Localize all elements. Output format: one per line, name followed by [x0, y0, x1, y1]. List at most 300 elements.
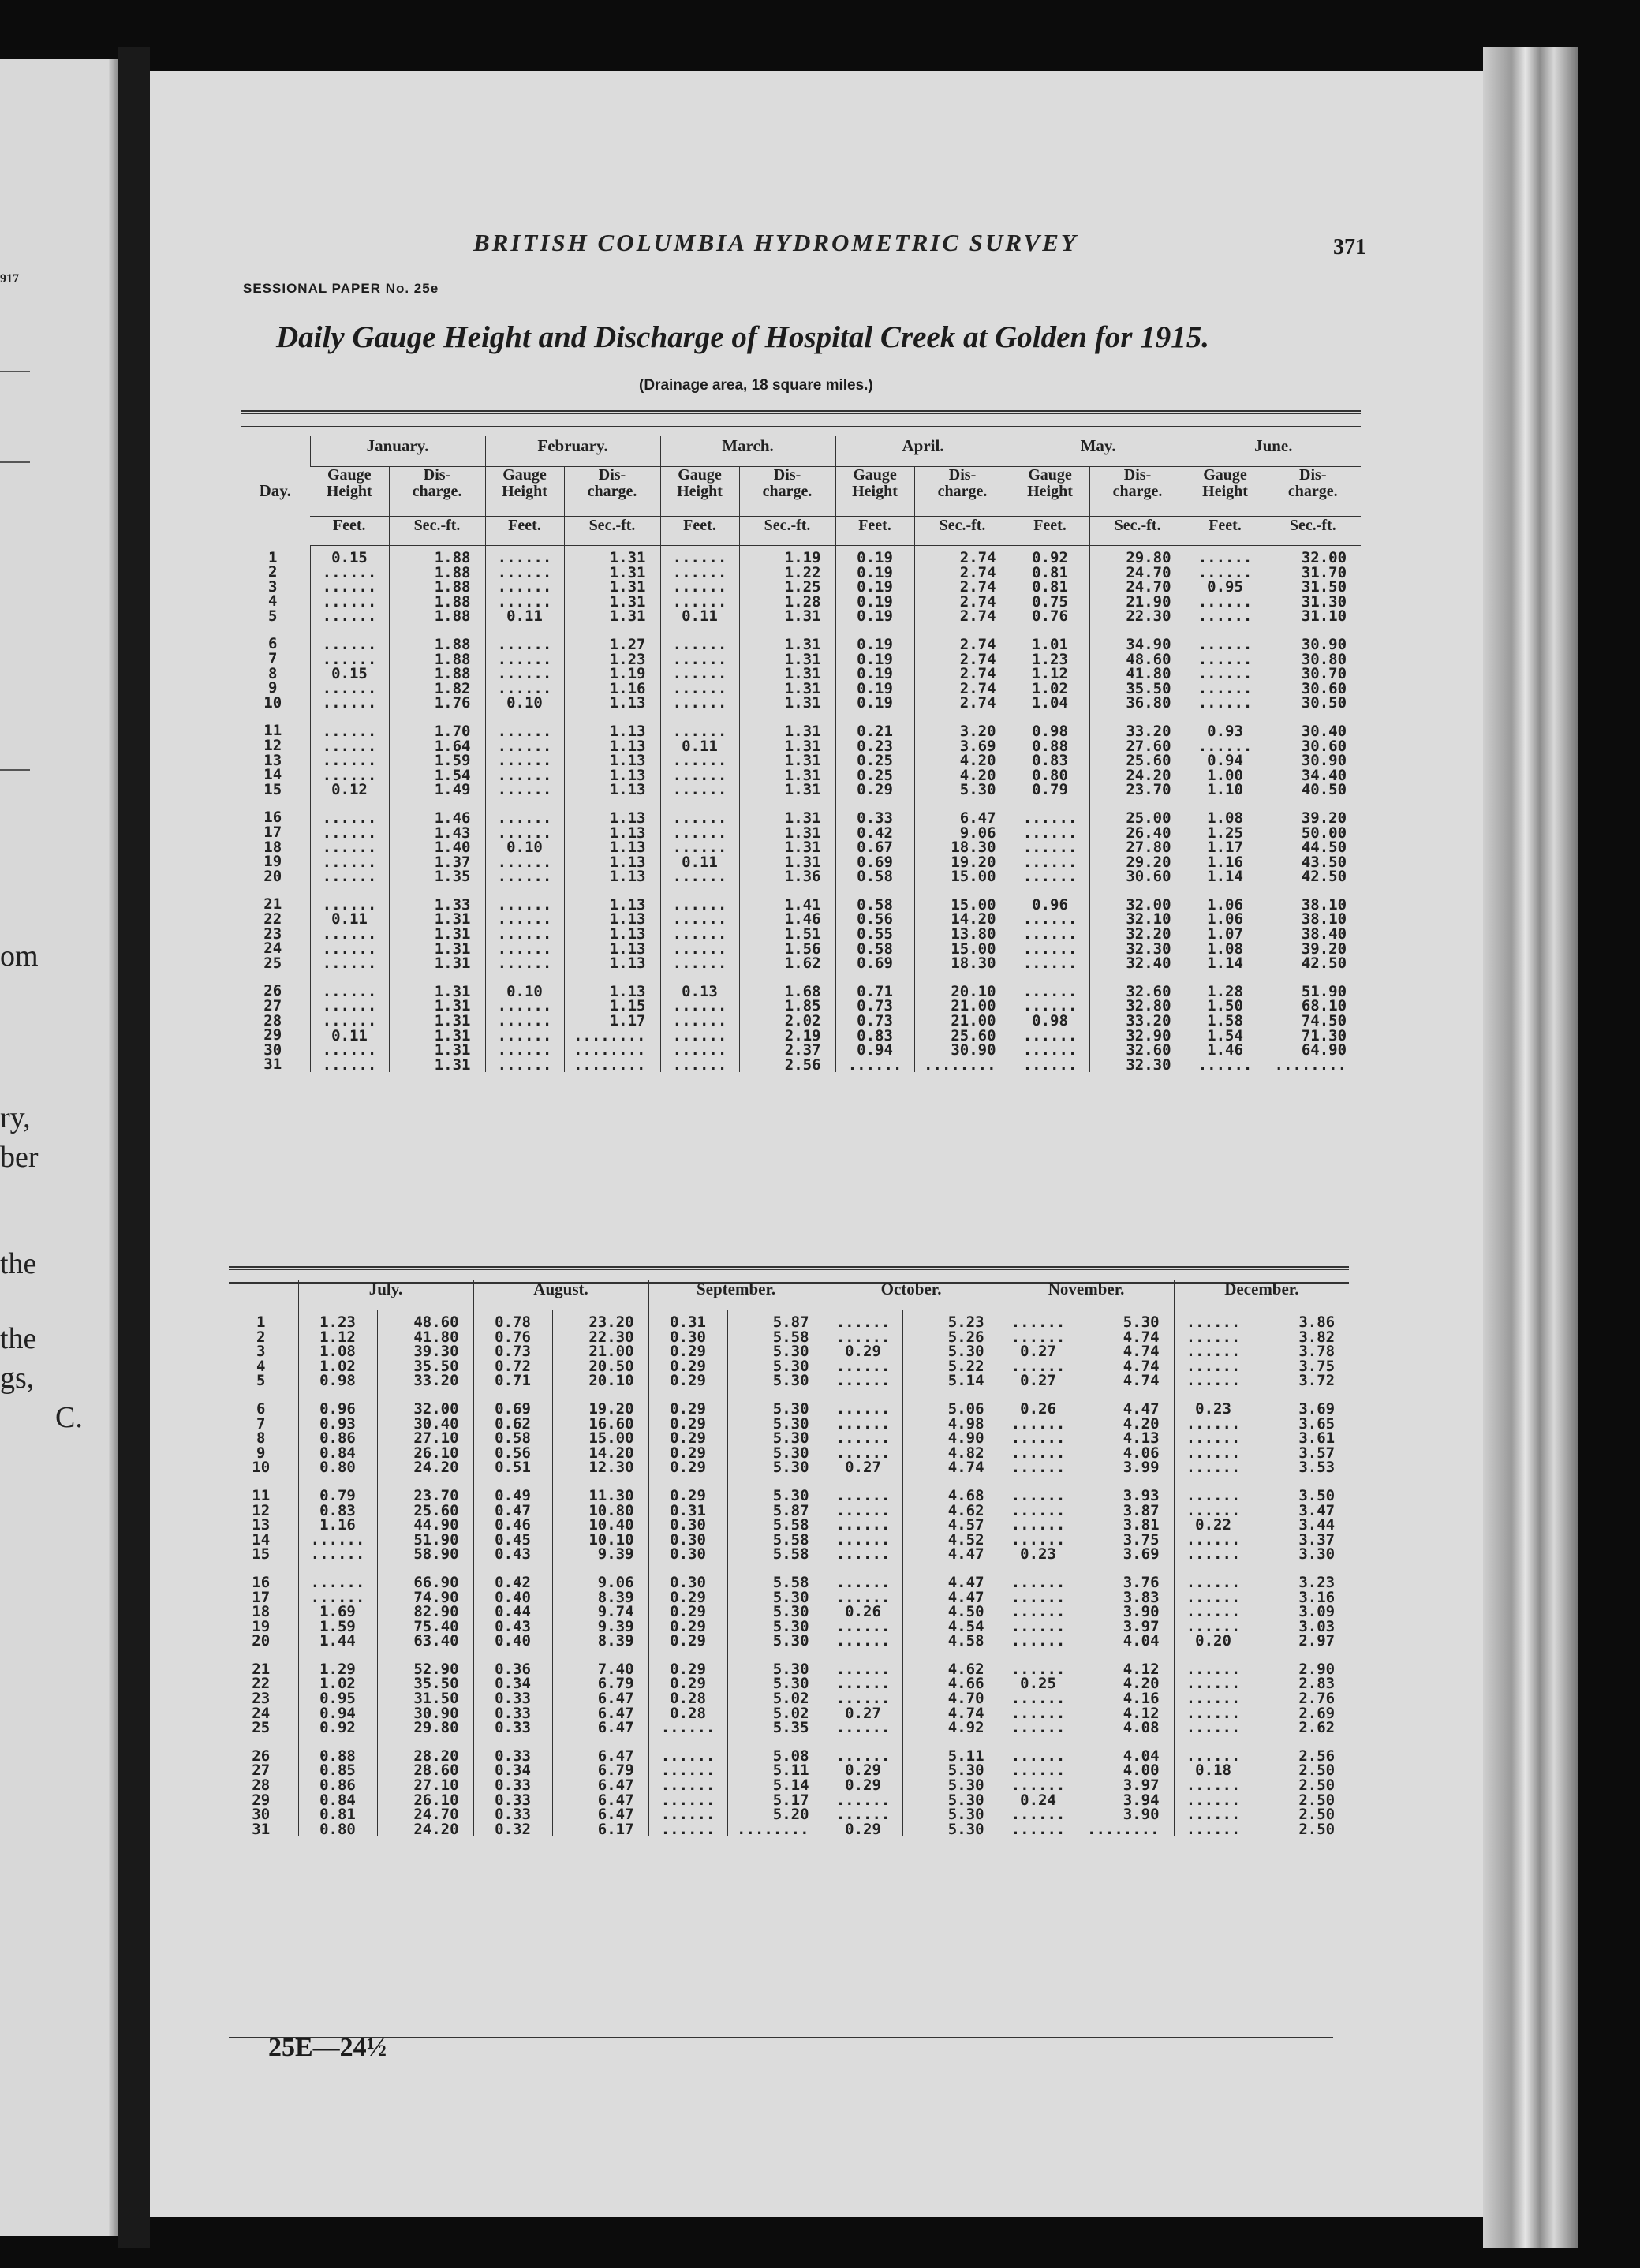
- gauge-height-value: 1.04: [1032, 694, 1068, 712]
- discharge-value: 27.80: [1126, 839, 1171, 857]
- gauge-height-value: ......: [310, 1588, 365, 1606]
- gauge-height-value: 0.31: [670, 1501, 706, 1519]
- discharge-value: 11.30: [588, 1486, 634, 1504]
- discharge-column: [564, 546, 660, 1073]
- day-number: 11: [263, 722, 282, 740]
- discharge-value: 32.60: [1126, 1041, 1171, 1059]
- month-header: February.: [485, 436, 660, 467]
- gauge-height-value: 1.06: [1207, 895, 1243, 914]
- gauge-height-value: ......: [1022, 910, 1078, 928]
- discharge-value: 22.30: [588, 1328, 634, 1346]
- gauge-height-value: ......: [322, 940, 377, 958]
- gauge-height-value: 0.10: [506, 982, 543, 1000]
- discharge-value: 32.00: [1126, 895, 1171, 914]
- discharge-value: 2.37: [784, 1041, 821, 1059]
- discharge-value: 3.75: [1298, 1357, 1336, 1375]
- discharge-value: 4.90: [947, 1429, 984, 1448]
- gauge-height-value: 0.40: [495, 1632, 531, 1650]
- discharge-value: 1.59: [434, 752, 471, 770]
- discharge-value: 36.80: [1126, 694, 1171, 712]
- discharge-value: 5.30: [947, 1806, 984, 1824]
- discharge-value: 75.40: [413, 1617, 459, 1635]
- gauge-height-value: ......: [310, 1573, 365, 1591]
- discharge-value: 3.20: [959, 722, 996, 740]
- discharge-value: 82.90: [413, 1603, 459, 1621]
- discharge-value: 2.50: [1298, 1762, 1336, 1780]
- day-number: 5: [268, 607, 278, 625]
- discharge-value: 24.70: [1126, 578, 1171, 596]
- discharge-value: 1.15: [609, 997, 646, 1015]
- gauge-height-value: 0.11: [506, 607, 543, 626]
- gauge-height-value: ......: [835, 1444, 891, 1462]
- gauge-height-value: 0.33: [495, 1719, 531, 1737]
- discharge-value: 4.20: [959, 752, 996, 770]
- discharge-value: 3.75: [1123, 1530, 1160, 1549]
- day-number: 14: [263, 766, 282, 784]
- discharge-value: 32.40: [1126, 955, 1171, 973]
- gauge-height-value: ......: [1197, 563, 1253, 581]
- gauge-height-value: ......: [672, 1056, 727, 1074]
- discharge-value: 4.62: [947, 1501, 984, 1519]
- discharge-value: 10.80: [588, 1501, 634, 1519]
- discharge-value: 3.94: [1123, 1791, 1160, 1809]
- gauge-height-value: ......: [1186, 1501, 1241, 1519]
- discharge-value: 2.74: [959, 665, 996, 683]
- discharge-value: ........: [573, 1041, 646, 1059]
- gauge-height-value: 0.29: [670, 1675, 706, 1693]
- gauge-height-value: 0.15: [331, 549, 368, 566]
- discharge-value: 4.62: [947, 1660, 984, 1678]
- gauge-height-value: 0.42: [495, 1573, 531, 1591]
- discharge-value: 4.92: [947, 1719, 984, 1737]
- discharge-value: 6.17: [597, 1820, 634, 1838]
- discharge-value: 1.54: [434, 766, 471, 784]
- discharge-value: 3.76: [1123, 1573, 1160, 1591]
- gauge-height-value: 0.98: [319, 1372, 356, 1390]
- discharge-value: 1.13: [609, 722, 646, 740]
- gauge-height-value: 0.26: [845, 1603, 881, 1621]
- discharge-value: 3.86: [1298, 1313, 1336, 1331]
- discharge-value: 3.16: [1298, 1588, 1336, 1606]
- discharge-value: 1.37: [434, 853, 471, 871]
- discharge-value: 14.20: [588, 1444, 634, 1462]
- discharge-value: 5.58: [772, 1545, 809, 1564]
- discharge-value: 2.74: [959, 549, 996, 566]
- book-gutter: [118, 47, 150, 2248]
- day-number: 27: [252, 1762, 271, 1780]
- discharge-value: 23.20: [588, 1313, 634, 1331]
- discharge-value: 35.50: [413, 1357, 459, 1375]
- discharge-value: 5.30: [947, 1777, 984, 1795]
- day-number: 27: [263, 996, 282, 1014]
- gauge-height-value: 0.56: [857, 910, 893, 928]
- discharge-value: 24.70: [1126, 563, 1171, 581]
- discharge-value: 5.30: [772, 1617, 809, 1635]
- gauge-height-value: ......: [497, 781, 552, 799]
- gauge-height-value: 0.11: [682, 607, 718, 626]
- discharge-value: 5.26: [947, 1328, 984, 1346]
- discharge-value: 4.20: [1123, 1414, 1160, 1433]
- gauge-height-value: ......: [322, 982, 377, 1000]
- discharge-value: 35.50: [413, 1675, 459, 1693]
- discharge-value: 16.60: [588, 1414, 634, 1433]
- discharge-value: 24.20: [1126, 766, 1171, 784]
- gauge-height-value: 0.80: [1032, 766, 1068, 784]
- discharge-value: 5.30: [772, 1357, 809, 1375]
- discharge-value: 41.80: [413, 1328, 459, 1346]
- discharge-value: 1.68: [784, 982, 821, 1000]
- gauge-height-value: 0.27: [1020, 1343, 1056, 1361]
- gauge-height-value: ......: [672, 665, 727, 683]
- discharge-value: 4.74: [1123, 1328, 1160, 1346]
- gauge-height-value: ......: [835, 1588, 891, 1606]
- day-number: 8: [268, 664, 278, 682]
- gauge-height-value: 1.23: [319, 1313, 356, 1331]
- discharge-value: 42.50: [1301, 868, 1347, 886]
- gauge-height-value: ......: [1011, 1588, 1066, 1606]
- discharge-value: 1.46: [784, 910, 821, 928]
- gauge-height-value: 0.31: [670, 1313, 706, 1331]
- gauge-height-value: 0.96: [319, 1399, 356, 1418]
- discharge-value: 1.62: [784, 955, 821, 973]
- discharge-value: 5.30: [772, 1372, 809, 1390]
- gauge-height-value: 0.81: [319, 1806, 356, 1824]
- gauge-height-value: 0.94: [857, 1041, 893, 1059]
- gauge-height-value: 0.29: [670, 1357, 706, 1375]
- discharge-value: 1.13: [609, 940, 646, 958]
- gauge-height-value: ......: [672, 563, 727, 581]
- discharge-value: 1.41: [784, 895, 821, 914]
- gauge-height-value: ......: [497, 766, 552, 784]
- discharge-value: 6.79: [597, 1762, 634, 1780]
- unit-feet: Feet.: [485, 517, 564, 546]
- discharge-value: 25.60: [413, 1501, 459, 1519]
- discharge-value: 26.10: [413, 1791, 459, 1809]
- gauge-height-column: [485, 546, 564, 1073]
- gauge-height-value: 0.28: [670, 1690, 706, 1708]
- gauge-height-value: 1.58: [1207, 1012, 1243, 1030]
- month-header: October.: [824, 1280, 999, 1310]
- discharge-value: 51.90: [413, 1530, 459, 1549]
- day-number: 7: [256, 1414, 266, 1433]
- discharge-value: 3.83: [1123, 1588, 1160, 1606]
- gauge-height-value: 0.58: [857, 940, 893, 958]
- gauge-height-value: ......: [1022, 824, 1078, 842]
- discharge-value: 29.80: [413, 1719, 459, 1737]
- discharge-value: 27.10: [413, 1777, 459, 1795]
- gauge-height-value: ......: [835, 1690, 891, 1708]
- discharge-value: 18.30: [951, 839, 996, 857]
- drainage-area-subtitle: (Drainage area, 18 square miles.): [639, 377, 873, 394]
- gauge-height-value: ......: [497, 592, 552, 611]
- discharge-value: 5.30: [947, 1820, 984, 1838]
- left-fragment: gs,: [0, 1362, 35, 1395]
- page-title: Daily Gauge Height and Discharge of Hospital Creek at Golden for 1915.: [276, 320, 1209, 354]
- gauge-height-value: 0.10: [506, 694, 543, 712]
- gauge-height-value: 0.55: [857, 925, 893, 943]
- discharge-value: 64.90: [1301, 1041, 1347, 1059]
- gauge-height-value: 0.73: [857, 1012, 893, 1030]
- discharge-value: 5.30: [772, 1588, 809, 1606]
- gauge-height-value: 0.13: [682, 982, 718, 1000]
- gauge-height-column: [648, 1310, 727, 1837]
- discharge-value: 1.31: [784, 781, 821, 799]
- discharge-value: 4.08: [1123, 1719, 1160, 1737]
- gauge-height-value: 0.88: [1032, 737, 1068, 755]
- gauge-height-value: 0.29: [670, 1459, 706, 1477]
- gauge-height-value: ......: [835, 1328, 891, 1346]
- day-number: 28: [263, 1011, 282, 1029]
- discharge-value: 5.58: [772, 1530, 809, 1549]
- gauge-height-header: Gauge Height: [660, 467, 739, 517]
- day-number: 13: [263, 751, 282, 769]
- left-fragment: ry,: [0, 1101, 31, 1134]
- discharge-value: 1.31: [784, 607, 821, 626]
- gauge-height-value: ......: [1186, 1429, 1241, 1448]
- gauge-height-value: 0.73: [857, 997, 893, 1015]
- gauge-height-value: 0.27: [845, 1459, 881, 1477]
- left-fragment: 917: [0, 272, 19, 286]
- discharge-value: 3.78: [1298, 1343, 1336, 1361]
- gauge-height-value: ......: [660, 1820, 715, 1838]
- gauge-height-value: ......: [672, 1026, 727, 1044]
- gauge-height-value: ......: [1011, 1313, 1066, 1331]
- gauge-height-value: 0.36: [495, 1660, 531, 1678]
- gauge-height-value: 1.25: [1207, 824, 1243, 842]
- gauge-height-value: 0.27: [1020, 1372, 1056, 1390]
- discharge-value: 3.99: [1123, 1459, 1160, 1477]
- gauge-height-value: 0.30: [670, 1328, 706, 1346]
- discharge-value: 6.47: [959, 809, 996, 827]
- gauge-height-value: 0.94: [1207, 752, 1243, 770]
- discharge-value: 9.39: [597, 1545, 634, 1564]
- discharge-value: 9.39: [597, 1617, 634, 1635]
- discharge-value: 9.06: [597, 1573, 634, 1591]
- discharge-value: 3.69: [1298, 1399, 1336, 1418]
- gauge-height-value: ......: [672, 895, 727, 914]
- discharge-value: 1.13: [609, 766, 646, 784]
- gauge-height-value: ......: [660, 1806, 715, 1824]
- facing-page-edge: [109, 59, 118, 2236]
- gauge-height-value: ......: [322, 839, 377, 857]
- gauge-height-value: 1.02: [319, 1357, 356, 1375]
- gauge-height-value: ......: [672, 940, 727, 958]
- month-header: July.: [298, 1280, 473, 1310]
- gauge-height-value: ......: [672, 1041, 727, 1059]
- gauge-height-value: 0.98: [1032, 1012, 1068, 1030]
- discharge-value: 6.47: [597, 1777, 634, 1795]
- gauge-height-value: 0.79: [319, 1486, 356, 1504]
- discharge-value: 25.00: [1126, 809, 1171, 827]
- discharge-value: 4.20: [959, 766, 996, 784]
- day-number: 2: [256, 1328, 266, 1346]
- discharge-value: 1.46: [434, 809, 471, 827]
- day-number: 31: [263, 1056, 282, 1074]
- discharge-value: 30.90: [1301, 752, 1347, 770]
- discharge-value: 2.90: [1298, 1660, 1336, 1678]
- discharge-value: 71.30: [1301, 1026, 1347, 1044]
- discharge-value: 39.20: [1301, 940, 1347, 958]
- discharge-header: Dis- charge.: [739, 467, 835, 517]
- gauge-height-value: 0.29: [845, 1820, 881, 1838]
- discharge-value: 31.50: [1301, 578, 1347, 596]
- gauge-height-value: 0.22: [1195, 1516, 1231, 1534]
- day-number: 26: [263, 982, 282, 1000]
- gauge-height-value: 0.29: [670, 1414, 706, 1433]
- gauge-height-value: ......: [660, 1747, 715, 1765]
- discharge-value: 3.82: [1298, 1328, 1336, 1346]
- discharge-value: 5.30: [772, 1459, 809, 1477]
- gauge-height-value: ......: [322, 868, 377, 886]
- discharge-value: 5.14: [947, 1372, 984, 1390]
- day-number: 9: [268, 679, 278, 697]
- gauge-height-value: 0.19: [857, 635, 893, 653]
- gauge-height-value: ......: [835, 1573, 891, 1591]
- gauge-height-value: ......: [672, 925, 727, 943]
- gauge-height-value: 0.58: [857, 895, 893, 914]
- gauge-height-value: ......: [1011, 1429, 1066, 1448]
- discharge-value: 27.10: [413, 1429, 459, 1448]
- discharge-value: 1.31: [784, 824, 821, 842]
- discharge-value: 5.22: [947, 1357, 984, 1375]
- gauge-height-value: 0.80: [319, 1459, 356, 1477]
- page-stack-edge: [1483, 47, 1578, 2248]
- day-number: 22: [263, 910, 282, 928]
- discharge-value: 13.80: [951, 925, 996, 943]
- discharge-value: 2.74: [959, 635, 996, 653]
- day-number: 21: [252, 1660, 271, 1678]
- discharge-value: 1.31: [434, 1056, 471, 1074]
- day-number: 1: [256, 1313, 266, 1331]
- gauge-height-value: ......: [672, 839, 727, 857]
- day-number: 6: [256, 1399, 266, 1418]
- gauge-height-value: 1.02: [1032, 679, 1068, 697]
- gauge-height-value: 1.08: [1207, 940, 1243, 958]
- left-fragment: the: [0, 1322, 37, 1355]
- discharge-value: 5.06: [947, 1399, 984, 1418]
- discharge-value: ........: [1274, 1056, 1347, 1074]
- discharge-value: 3.93: [1123, 1486, 1160, 1504]
- discharge-value: 1.13: [609, 982, 646, 1000]
- discharge-value: 30.90: [1301, 635, 1347, 653]
- gauge-height-value: 0.26: [1020, 1399, 1056, 1418]
- discharge-value: 1.31: [784, 694, 821, 712]
- discharge-value: 44.50: [1301, 839, 1347, 857]
- gauge-height-value: 0.19: [857, 578, 893, 596]
- discharge-value: ........: [573, 1056, 646, 1074]
- day-number: 2: [268, 563, 278, 581]
- gauge-height-value: ......: [1022, 1041, 1078, 1059]
- gauge-height-value: ......: [1011, 1603, 1066, 1621]
- gauge-height-value: 0.21: [857, 722, 893, 740]
- gauge-height-column: [1011, 546, 1089, 1073]
- gauge-height-value: ......: [497, 679, 552, 697]
- gauge-height-value: ......: [1186, 1588, 1241, 1606]
- discharge-value: 4.82: [947, 1444, 984, 1462]
- gauge-height-value: 0.34: [495, 1675, 531, 1693]
- gauge-height-value: ......: [497, 895, 552, 914]
- gauge-height-value: 0.71: [495, 1372, 531, 1390]
- gauge-height-value: 0.23: [1195, 1399, 1231, 1418]
- gauge-height-value: 0.11: [682, 737, 718, 755]
- discharge-value: 1.31: [434, 1026, 471, 1044]
- gauge-height-value: ......: [1197, 679, 1253, 697]
- discharge-value: 74.90: [413, 1588, 459, 1606]
- gauge-height-value: 1.08: [319, 1343, 356, 1361]
- discharge-value: 35.50: [1126, 679, 1171, 697]
- gauge-height-value: 0.42: [857, 824, 893, 842]
- gauge-height-value: ......: [322, 1056, 377, 1074]
- gauge-height-value: ......: [1011, 1806, 1066, 1824]
- discharge-header: Dis- charge.: [564, 467, 660, 517]
- day-number: 29: [263, 1026, 282, 1044]
- gauge-height-value: ......: [1011, 1459, 1066, 1477]
- discharge-value: 31.70: [1301, 563, 1347, 581]
- discharge-value: 3.69: [959, 737, 996, 755]
- gauge-height-value: 0.84: [319, 1791, 356, 1809]
- gauge-height-value: 0.11: [331, 910, 368, 928]
- discharge-value: 2.56: [784, 1056, 821, 1074]
- day-number: 6: [268, 635, 278, 653]
- day-number: 21: [263, 895, 282, 914]
- gauge-height-value: ......: [322, 722, 377, 740]
- discharge-value: 4.74: [947, 1704, 984, 1722]
- discharge-value: 52.90: [413, 1660, 459, 1678]
- day-number: 3: [256, 1343, 266, 1361]
- discharge-value: 8.39: [597, 1588, 634, 1606]
- gauge-height-value: 0.33: [857, 809, 893, 827]
- gauge-height-value: 0.23: [1020, 1545, 1056, 1564]
- gauge-height-value: ......: [1011, 1530, 1066, 1549]
- discharge-header: Dis- charge.: [914, 467, 1011, 517]
- gauge-height-value: ......: [1197, 607, 1253, 626]
- day-number: 31: [252, 1820, 271, 1838]
- gauge-height-value: ......: [672, 752, 727, 770]
- gauge-height-value: 1.14: [1207, 868, 1243, 886]
- discharge-value: 1.19: [609, 665, 646, 683]
- gauge-height-value: 0.27: [845, 1704, 881, 1722]
- gauge-height-column: [660, 546, 739, 1073]
- day-number: 30: [263, 1041, 282, 1059]
- unit-feet: Feet.: [310, 517, 389, 546]
- gauge-height-value: 0.19: [857, 549, 893, 566]
- gauge-height-column: [310, 546, 389, 1073]
- discharge-column: [377, 1310, 473, 1837]
- gauge-height-value: 0.88: [319, 1747, 356, 1765]
- discharge-value: 1.31: [784, 809, 821, 827]
- day-number: 12: [252, 1501, 271, 1519]
- discharge-value: 3.87: [1123, 1501, 1160, 1519]
- month-header: November.: [999, 1280, 1174, 1310]
- gauge-height-value: 0.69: [857, 853, 893, 871]
- discharge-value: 4.98: [947, 1414, 984, 1433]
- discharge-value: 23.70: [1126, 781, 1171, 799]
- discharge-value: 4.57: [947, 1516, 984, 1534]
- day-number: 25: [252, 1719, 271, 1737]
- day-number: 18: [252, 1603, 271, 1621]
- gauge-height-value: ......: [497, 824, 552, 842]
- gauge-height-value: ......: [322, 925, 377, 943]
- day-number: 25: [263, 954, 282, 972]
- discharge-value: 1.31: [784, 752, 821, 770]
- discharge-value: 4.16: [1123, 1690, 1160, 1708]
- discharge-value: 1.13: [609, 752, 646, 770]
- discharge-value: 1.16: [609, 679, 646, 697]
- discharge-value: 2.50: [1298, 1820, 1336, 1838]
- page-number: 371: [1333, 235, 1366, 260]
- discharge-value: 1.31: [784, 635, 821, 653]
- gauge-height-value: 0.29: [670, 1429, 706, 1448]
